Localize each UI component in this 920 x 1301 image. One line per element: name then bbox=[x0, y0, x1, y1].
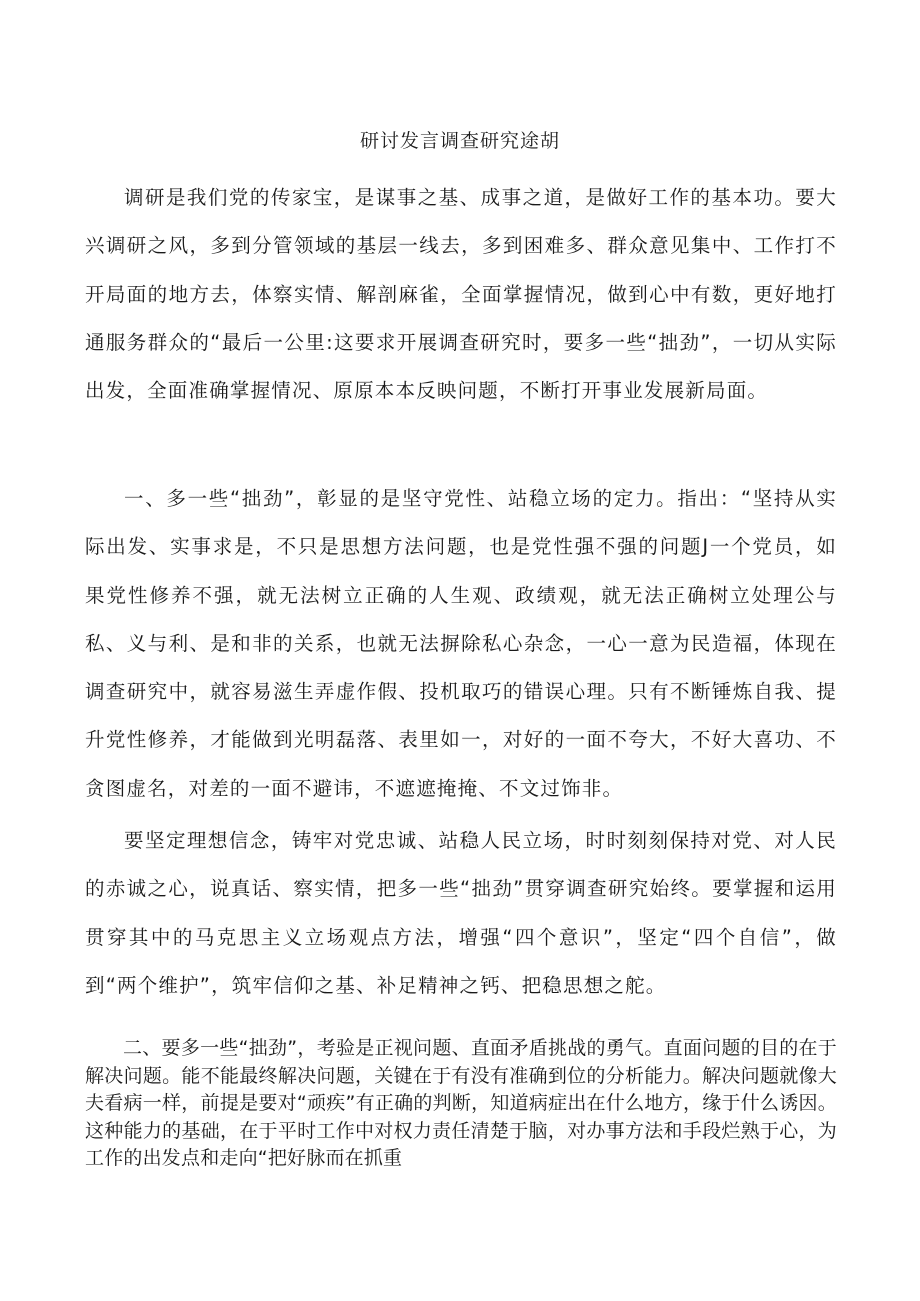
paragraph-intro: 调研是我们党的传家宝，是谋事之基、成事之道，是做好工作的基本功。要大兴调研之风，多到分管领域的基层一线去，多到困难多、群众意见集中、工作打不开局面的地方去，体察实情、解剖麻雀，全面掌握情况，做到心中有数，更好地打通服务群众的“最后一公里:这要求开展调查研究时，要多一些“拙劲”，一切从实际出发，全面准确掌握情况、原原本本反映问题，不断打开事业发展新局面。 bbox=[85, 186, 837, 403]
paragraph-section-one-continued: 要坚定理想信念，铸牢对党忠诚、站稳人民立场，时时刻刻保持对党、对人民的赤诚之心，说真话、察实情，把多一些“拙劲”贯穿调查研究始终。要掌握和运用贯穿其中的马克思主义立场观点方法，增强“四个意识”，坚定“四个自信”，做到“两个维护”，筑牢信仰之基、补足精神之钙、把稳思想之舵。 bbox=[85, 829, 837, 997]
paragraph-section-two: 二、要多一些“拙劲”，考验是正视问题、直面矛盾挑战的勇气。直面问题的目的在于解决问题。能不能最终解决问题，关键在于有没有准确到位的分析能力。解决问题就像大夫看病一样，前提是要对“顽疾”有正确的判断，知道病症出在什么地方，缘于什么诱因。这种能力的基础，在于平时工作中对权力责任清楚于脑，对办事方法和手段烂熟于心，为工作的出发点和走向“把好脉而在抓重 bbox=[85, 1037, 837, 1169]
paragraph-section-one: 一、多一些“拙劲”，彰显的是坚守党性、站稳立场的定力。指出：“坚持从实际出发、实事求是，不只是思想方法问题，也是党性强不强的问题J一个党员，如果党性修养不强，就无法树立正确的人生观、政绩观，就无法正确树立处理公与私、义与利、是和非的关系，也就无法摒除私心杂念，一心一意为民造福，体现在调查研究中，就容易滋生弄虚作假、投机取巧的错误心理。只有不断锤炼自我、提升党性修养，才能做到光明磊落、表里如一，对好的一面不夸大，不好大喜功、不贪图虚名，对差的一面不避讳，不遮遮掩掩、不文过饰非。 bbox=[85, 487, 837, 800]
document-title: 研讨发言调查研究途胡 bbox=[359, 130, 560, 152]
